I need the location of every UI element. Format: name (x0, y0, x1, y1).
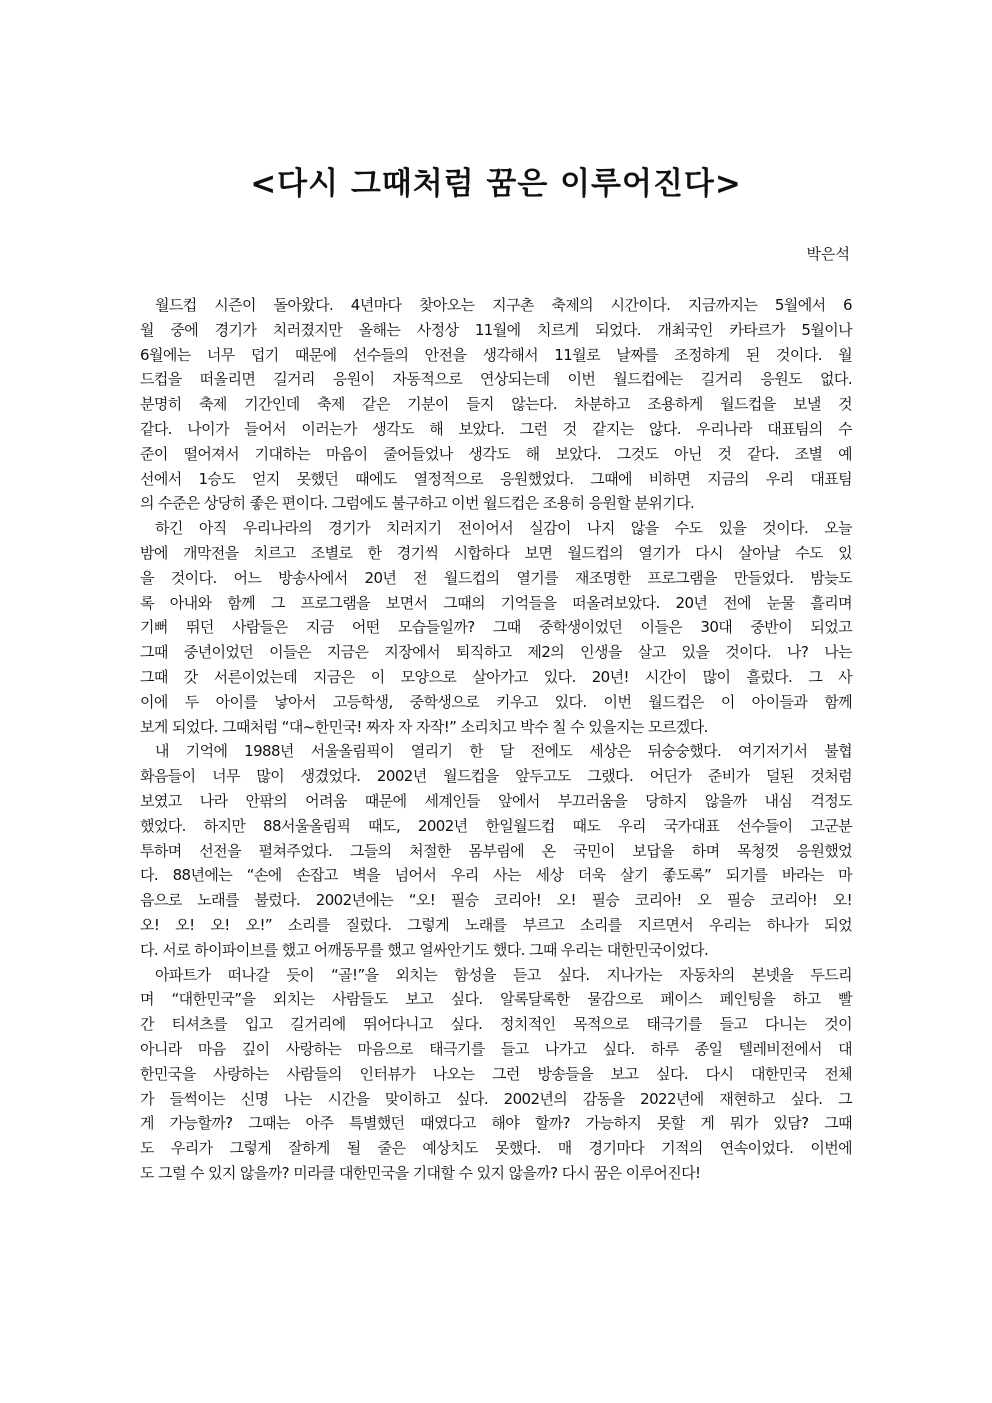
text-line: 분명히 축제 기간인데 축제 같은 기분이 들지 않는다. 차분하고 조용하게 월드컵을 보낼 것 (140, 395, 852, 414)
text-line: 기뻐 뛰던 사람들은 지금 어떤 모습들일까? 그때 중학생이었던 이들은 30대 중반이 되었고 (140, 618, 852, 637)
document-title: <다시 그때처럼 꿈은 이루어진다> (250, 166, 742, 202)
paragraph (140, 963, 852, 1186)
text-line: 가 들썩이는 신명 나는 시간을 맞이하고 싶다. 2002년의 감동을 2022년에 재현하고 싶다. 그 (140, 1089, 852, 1108)
text-line: 의 수준은 상당히 좋은 편이다. 그럼에도 불구하고 이번 월드컵은 조용히 응원할 분위기다. (140, 494, 695, 513)
text-line: 월드컵 시즌이 돌아왔다. 4년마다 찾아오는 지구촌 축제의 시간이다. 지금까지는 5월에서 6 (155, 296, 852, 314)
text-line: 투하며 선전을 펼쳐주었다. 그들의 처절한 몸부림에 온 국민이 보답을 하며 목청껏 응원했었 (140, 841, 852, 860)
text-line: 드컵을 떠올리면 길거리 응원이 자동적으로 연상되는데 이번 월드컵에는 길거리 응원도 없다. (140, 370, 852, 389)
paragraph (140, 516, 852, 739)
author-name: 박은석 (806, 245, 850, 263)
text-line: 6월에는 너무 덥기 때문에 선수들의 안전을 생각해서 11월로 날짜를 조정하게 된 것이다. 월 (140, 345, 852, 364)
text-line: 며 “대한민국”을 외치는 사람들도 보고 싶다. 알록달록한 물감으로 페이스 페인팅을 하고 빨 (140, 990, 852, 1009)
text-line: 한민국을 사랑하는 사람들의 인터뷰가 나오는 그런 방송들을 보고 싶다. 다시 대한민국 전체 (140, 1064, 852, 1083)
text-line: 보게 되었다. 그때처럼 “대~한민국! 짜자 자 자작!” 소리치고 박수 칠 수 있을지는 모르겠다. (140, 717, 708, 736)
text-line: 보였고 나라 안팎의 어려움 때문에 세계인들 앞에서 부끄러움을 당하지 않을까 내심 걱정도 (140, 791, 852, 810)
text-line: 음으로 노래를 불렀다. 2002년에는 “오! 필승 코리아! 오! 필승 코리아! 오 필승 코리아! 오! (140, 891, 852, 910)
text-line: 이에 두 아이를 낳아서 고등학생, 중학생으로 키우고 있다. 이번 월드컵은 이 아이들과 함께 (140, 692, 852, 711)
text-line: 록 아내와 함께 그 프로그램을 보면서 그때의 기억들을 떠올려보았다. 20년 전에 눈물 흘리며 (140, 593, 852, 612)
text-line: 하긴 아직 우리나라의 경기가 치러지기 전이어서 실감이 나지 않을 수도 있을 것이다. 오늘 (155, 519, 852, 538)
text-line: 오! 오! 오! 오!” 소리를 질렀다. 그렇게 노래를 부르고 소리를 지르면서 우리는 하나가 되었 (140, 915, 852, 934)
text-line: 내 기억에 1988년 서울올림픽이 열리기 한 달 전에도 세상은 뒤숭숭했다. 여기저기서 불협 (155, 742, 852, 761)
document-body (140, 293, 852, 1186)
text-line: 그때 중년이었던 이들은 지금은 지장에서 퇴직하고 제2의 인생을 살고 있을 것이다. 나? 나는 (140, 643, 852, 662)
text-line: 다. 88년에는 “손에 손잡고 벽을 넘어서 우리 사는 세상 더욱 살기 좋도록” 되기를 바라는 마 (140, 866, 852, 885)
text-line: 밤에 개막전을 치르고 조별로 한 경기씩 시합하다 보면 월드컵의 열기가 다시 살아날 수도 있 (140, 543, 852, 562)
text-line: 게 가능할까? 그때는 아주 특별했던 때였다고 해야 할까? 가능하지 못할 게 뭐가 있담? 그때 (140, 1114, 852, 1133)
text-line: 그때 갓 서른이었는데 지금은 이 모양으로 살아가고 있다. 20년! 시간이 많이 흘렀다. 그 사 (140, 667, 852, 686)
text-line: 월 중에 경기가 치러졌지만 올해는 사정상 11월에 치르게 되었다. 개최국인 카타르가 5월이나 (140, 320, 852, 339)
text-line: 같다. 나이가 들어서 이러는가 생각도 해 보았다. 그런 것 같지는 않다. 우리나라 대표팀의 수 (140, 419, 852, 438)
text-line: 아파트가 떠나갈 듯이 “골!”을 외치는 함성을 듣고 싶다. 지나가는 자동차의 본넷을 두드리 (155, 965, 852, 984)
text-line: 준이 떨어져서 기대하는 마음이 줄어들었나 생각도 해 보았다. 그것도 아닌 것 같다. 조별 예 (140, 444, 852, 463)
paragraph (140, 739, 852, 962)
text-line: 도 우리가 그렇게 잘하게 될 줄은 예상치도 못했다. 매 경기마다 기적의 연속이었다. 이번에 (140, 1139, 852, 1158)
text-line: 화음들이 너무 많이 생겼었다. 2002년 월드컵을 앞두고도 그랬다. 어딘가 준비가 덜된 것처럼 (140, 767, 852, 786)
text-line: 했었다. 하지만 88서울올림픽 때도, 2002년 한일월드컵 때도 우리 국가대표 선수들이 고군분 (140, 816, 852, 835)
text-line: 선에서 1승도 얻지 못했던 때에도 열정적으로 응원했었다. 그때에 비하면 지금의 우리 대표팀 (140, 469, 852, 488)
paragraph (140, 293, 852, 516)
text-line: 다. 서로 하이파이브를 했고 어깨동무를 했고 얼싸안기도 했다. 그때 우리는 대한민국이었다. (140, 940, 709, 959)
text-line: 을 것이다. 어느 방송사에서 20년 전 월드컵의 열기를 재조명한 프로그램을 만들었다. 밤늦도 (140, 568, 852, 587)
text-line: 도 그럴 수 있지 않을까? 미라클 대한민국을 기대할 수 있지 않을까? 다시 꿈은 이루어진다! (140, 1163, 701, 1182)
text-line: 간 티셔츠를 입고 길거리에 뛰어다니고 싶다. 정치적인 목적으로 태극기를 들고 다니는 것이 (140, 1015, 852, 1034)
text-line: 아니라 마음 깊이 사랑하는 마음으로 태극기를 들고 나가고 싶다. 하루 종일 텔레비전에서 대 (140, 1039, 852, 1058)
